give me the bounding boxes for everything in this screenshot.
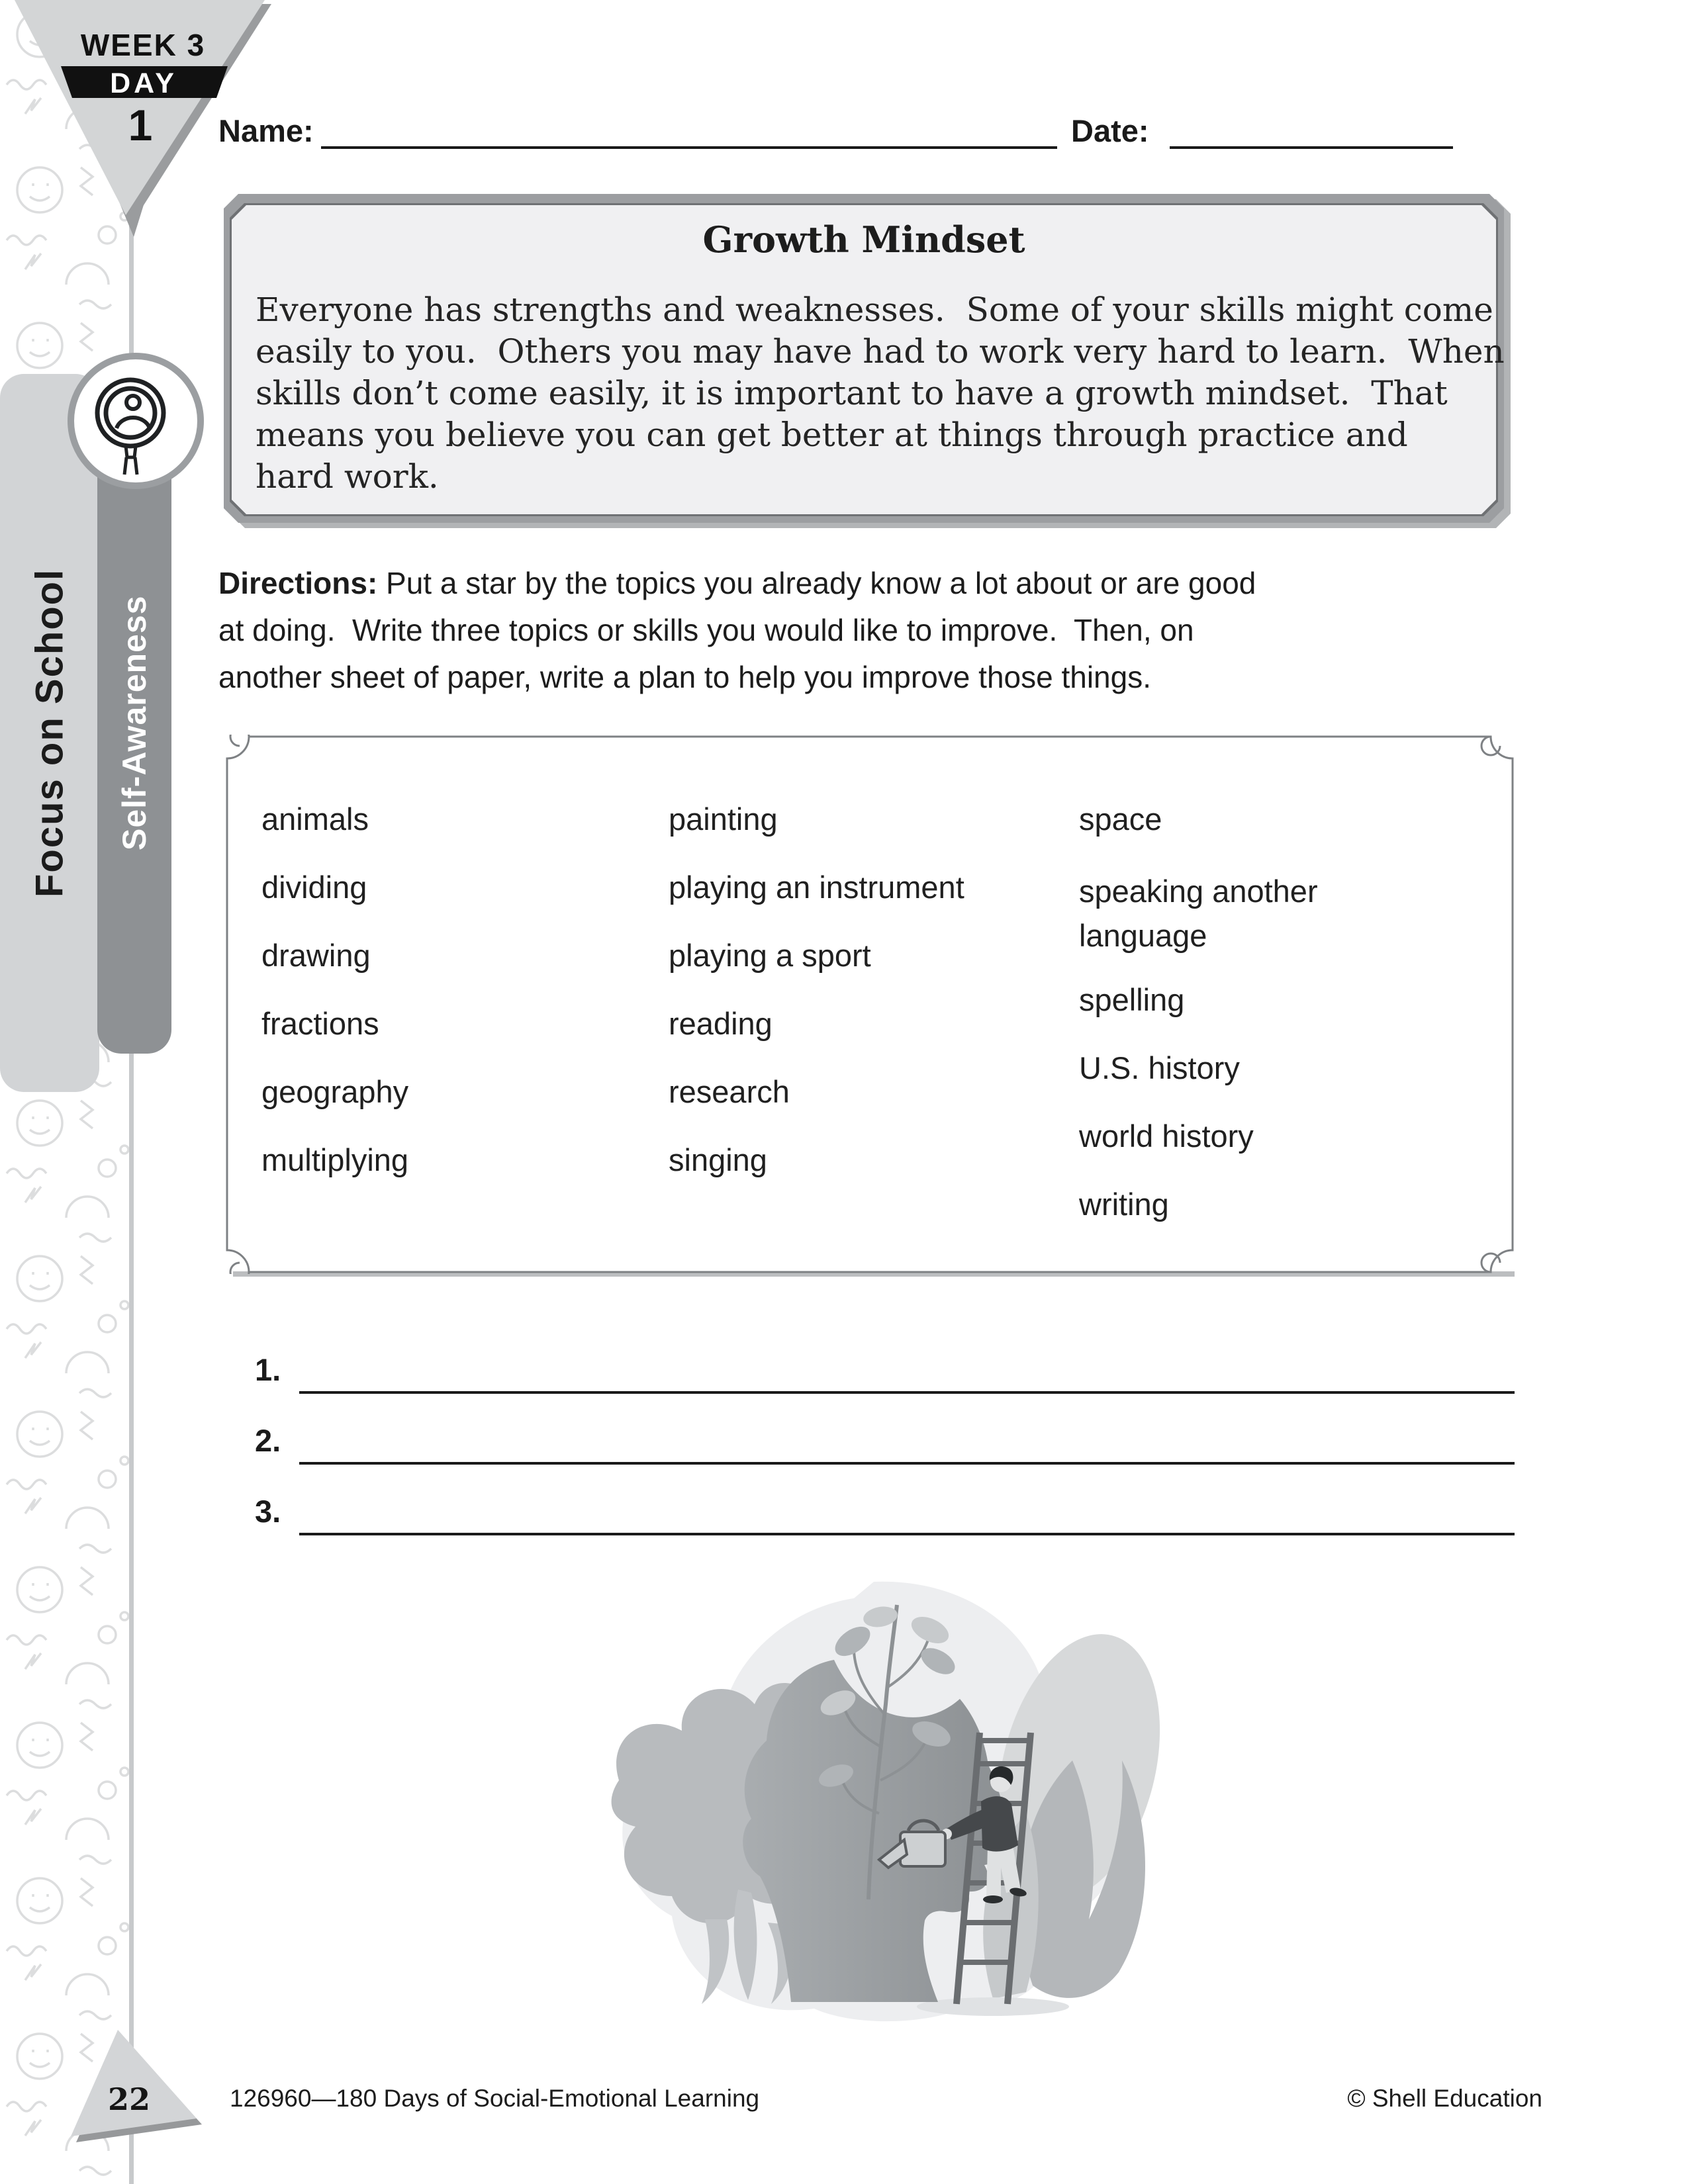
doodle-pattern-strip bbox=[0, 0, 134, 2184]
topic-item: space bbox=[1079, 801, 1162, 837]
date-label: Date: bbox=[1071, 113, 1149, 148]
week-day-banner bbox=[0, 0, 285, 251]
answer-number: 1. bbox=[255, 1352, 281, 1387]
banner-day-number: 1 bbox=[128, 101, 153, 150]
sidebar-strand-tab bbox=[97, 392, 171, 1054]
banner-day-label: DAY bbox=[110, 68, 177, 99]
sidebar-strand-label: Self-Awareness bbox=[116, 595, 153, 850]
directions-label: Directions: bbox=[218, 566, 378, 600]
topic-item: research bbox=[669, 1074, 790, 1109]
lesson-title: Growth Mindset bbox=[702, 218, 1025, 261]
topic-item: painting bbox=[669, 801, 778, 837]
date-input-line[interactable] bbox=[1170, 146, 1453, 149]
answer-line-3[interactable] bbox=[299, 1533, 1515, 1535]
directions: Directions: Put a star by the topics you already know a lot about or are good at doing. Write three topics or skills you would like to improve. Then, on another sheet of paper, write a plan to help you improve those things. bbox=[218, 566, 1256, 694]
topic-item: reading bbox=[669, 1006, 773, 1041]
topic-item: world history bbox=[1079, 1118, 1254, 1154]
topic-item: geography bbox=[261, 1074, 409, 1109]
topic-item: writing bbox=[1079, 1187, 1169, 1222]
magnifying-glass-person-icon bbox=[66, 351, 205, 490]
topic-item: playing an instrument bbox=[669, 870, 964, 905]
banner-week: WEEK 3 bbox=[80, 28, 206, 62]
page-divider-rule bbox=[129, 0, 134, 2184]
topic-item: spelling bbox=[1079, 982, 1185, 1017]
footer-book-title: 126960—180 Days of Social-Emotional Learning bbox=[230, 2085, 760, 2112]
topic-item: fractions bbox=[261, 1006, 379, 1041]
page-number: 22 bbox=[107, 2081, 151, 2117]
footer-publisher: © Shell Education bbox=[1347, 2085, 1542, 2112]
topics-box bbox=[225, 735, 1515, 1274]
topic-item: dividing bbox=[261, 870, 367, 905]
page-number-triangle bbox=[60, 2022, 215, 2151]
topic-item: drawing bbox=[261, 938, 371, 973]
answer-line-1[interactable] bbox=[299, 1391, 1515, 1394]
topic-item: playing a sport bbox=[669, 938, 871, 973]
lesson-body: Everyone has strengths and weaknesses. Some of your skills might come easily to you. Others you may have had to work very hard to learn. When skills don’t come easily, it is important to have a growth mindset. That means you believe you can get better at things through practice and hard work. bbox=[256, 291, 1505, 496]
topic-item: animals bbox=[261, 801, 369, 837]
answer-number: 3. bbox=[255, 1494, 281, 1529]
growth-illustration bbox=[569, 1562, 1178, 2025]
topic-item: multiplying bbox=[261, 1142, 409, 1177]
sidebar-unit-label: Focus on School bbox=[28, 568, 71, 898]
name-label: Name: bbox=[218, 113, 314, 148]
answer-line-2[interactable] bbox=[299, 1462, 1515, 1465]
answer-number: 2. bbox=[255, 1423, 281, 1458]
topic-item: speaking another language bbox=[1079, 874, 1318, 953]
name-input-line[interactable] bbox=[321, 146, 1057, 149]
topic-item: U.S. history bbox=[1079, 1050, 1240, 1085]
topic-item: singing bbox=[669, 1142, 767, 1177]
